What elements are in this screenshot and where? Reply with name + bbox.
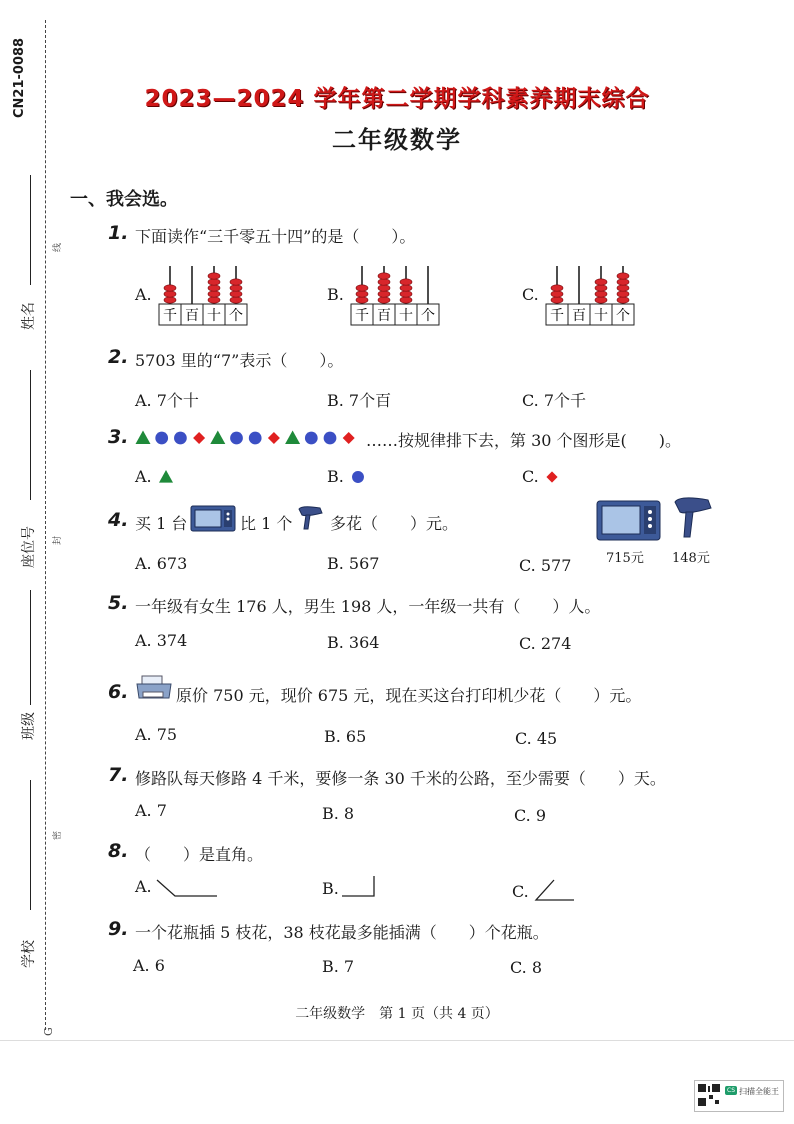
q8-option-b[interactable]: B. bbox=[322, 879, 339, 898]
scanner-badge: CS bbox=[727, 1087, 735, 1094]
q6-option-a[interactable]: A. 75 bbox=[135, 725, 178, 744]
abacus-bead bbox=[400, 297, 412, 303]
right-angle-icon bbox=[340, 874, 380, 900]
diamond-icon bbox=[543, 469, 561, 485]
q7-number: 7. bbox=[108, 764, 129, 786]
microwave-price: 715元 bbox=[606, 551, 644, 566]
hair-dryer-icon bbox=[296, 503, 326, 531]
q6-number: 6. bbox=[108, 681, 129, 703]
seat-blank[interactable] bbox=[30, 370, 31, 500]
q6-option-b[interactable]: B. 65 bbox=[324, 727, 367, 746]
class-blank[interactable] bbox=[30, 590, 31, 705]
school-blank[interactable] bbox=[30, 780, 31, 910]
abacus-bead bbox=[164, 285, 176, 291]
q4-number: 4. bbox=[108, 509, 129, 531]
q4-text-3: 多花（ ）元。 bbox=[330, 514, 459, 533]
place-value-label: 个 bbox=[616, 308, 630, 324]
q7-option-b[interactable]: B. 8 bbox=[322, 804, 355, 823]
abacus-bead bbox=[356, 297, 368, 303]
q6-option-c[interactable]: C. 45 bbox=[515, 729, 558, 748]
q2-text: 5703 里的“7”表示（ ）。 bbox=[135, 351, 344, 370]
triangle-icon bbox=[136, 431, 151, 445]
q5-text: 一年级有女生 176 人，男生 198 人，一年级一共有（ ）人。 bbox=[135, 597, 601, 616]
scanner-name: 扫描全能王 bbox=[739, 1087, 779, 1096]
circle-icon bbox=[249, 432, 262, 445]
abacus-drawing bbox=[545, 264, 637, 328]
q3-option-a[interactable]: A. bbox=[135, 467, 152, 486]
q7-option-c[interactable]: C. 9 bbox=[514, 806, 547, 825]
section-heading: 一、我会选。 bbox=[70, 189, 178, 210]
microwave-icon bbox=[190, 503, 236, 533]
paper-code: CN21-0088 bbox=[12, 37, 27, 118]
abacus-a bbox=[158, 264, 250, 332]
abacus-bead bbox=[617, 279, 629, 285]
abacus-c bbox=[545, 264, 637, 332]
place-value-label: 十 bbox=[399, 308, 413, 324]
triangle-icon bbox=[285, 431, 300, 445]
abacus-bead bbox=[595, 291, 607, 297]
q2-number: 2. bbox=[108, 346, 129, 368]
abacus-b bbox=[350, 264, 442, 332]
abacus-bead bbox=[378, 291, 390, 297]
circle-icon bbox=[230, 432, 243, 445]
qr-code-icon bbox=[697, 1083, 721, 1107]
abacus-bead bbox=[164, 297, 176, 303]
q8-number: 8. bbox=[108, 840, 129, 862]
abacus-bead bbox=[595, 285, 607, 291]
q7-option-a[interactable]: A. 7 bbox=[135, 801, 167, 820]
q3-option-b[interactable]: B. bbox=[327, 467, 344, 486]
circle-icon bbox=[324, 432, 337, 445]
printer-icon bbox=[134, 674, 174, 704]
q5-option-b[interactable]: B. 364 bbox=[327, 633, 380, 652]
q2-option-b[interactable]: B. 7个百 bbox=[327, 391, 392, 410]
obtuse-angle-icon bbox=[155, 876, 219, 900]
triangle-icon bbox=[210, 431, 225, 445]
cut-mark-line: 线 bbox=[53, 242, 63, 252]
abacus-bead bbox=[208, 297, 220, 303]
q9-text: 一个花瓶插 5 枝花，38 枝花最多能插满（ ）个花瓶。 bbox=[135, 923, 549, 942]
name-label: 姓名 bbox=[21, 302, 37, 330]
place-value-label: 十 bbox=[594, 308, 608, 324]
q1-option-b[interactable]: B. bbox=[327, 285, 344, 304]
diamond-icon bbox=[343, 432, 355, 444]
acute-angle-icon bbox=[532, 878, 576, 904]
diamond-icon bbox=[268, 432, 280, 444]
q8-option-a[interactable]: A. bbox=[135, 877, 152, 896]
abacus-bead bbox=[400, 279, 412, 285]
abacus-bead bbox=[208, 279, 220, 285]
abacus-bead bbox=[617, 273, 629, 279]
class-label: 班级 bbox=[21, 712, 37, 740]
q5-number: 5. bbox=[108, 592, 129, 614]
abacus-bead bbox=[356, 291, 368, 297]
q6-text: 原价 750 元，现价 675 元，现在买这台打印机少花（ ）元。 bbox=[176, 686, 642, 705]
q1-option-c[interactable]: C. bbox=[522, 285, 539, 304]
q4-option-a[interactable]: A. 673 bbox=[135, 554, 188, 573]
microwave-picture bbox=[596, 497, 662, 543]
q9-option-a[interactable]: A. 6 bbox=[133, 956, 165, 975]
abacus-bead bbox=[378, 279, 390, 285]
q8-text: （ ）是直角。 bbox=[135, 845, 264, 864]
diamond-icon bbox=[193, 432, 205, 444]
abacus-bead bbox=[617, 291, 629, 297]
abacus-bead bbox=[208, 291, 220, 297]
exam-title: 2023—2024 学年第二学期学科素养期末综合 bbox=[144, 86, 650, 112]
scanner-watermark bbox=[694, 1080, 784, 1112]
place-value-label: 十 bbox=[207, 308, 221, 324]
circle-icon bbox=[155, 432, 168, 445]
q5-option-c[interactable]: C. 274 bbox=[519, 634, 572, 653]
abacus-bead bbox=[617, 297, 629, 303]
place-value-label: 千 bbox=[355, 308, 369, 324]
q4-option-c[interactable]: C. 577 bbox=[519, 556, 572, 575]
page-separator bbox=[0, 1040, 794, 1041]
triangle-icon bbox=[157, 469, 175, 485]
abacus-bead bbox=[551, 297, 563, 303]
circle-icon bbox=[352, 471, 364, 483]
abacus-drawing bbox=[350, 264, 442, 328]
q8-option-c[interactable]: C. bbox=[512, 882, 529, 901]
q9-number: 9. bbox=[108, 918, 129, 940]
abacus-bead bbox=[230, 279, 242, 285]
q1-number: 1. bbox=[108, 222, 129, 244]
cut-line bbox=[45, 20, 46, 1030]
hair-dryer-picture bbox=[672, 493, 714, 539]
abacus-bead bbox=[230, 297, 242, 303]
place-value-label: 千 bbox=[163, 308, 177, 324]
place-value-label: 百 bbox=[185, 308, 199, 324]
abacus-bead bbox=[378, 285, 390, 291]
q1-text: 下面读作“三千零五十四”的是（ ）。 bbox=[135, 227, 416, 246]
q5-option-a[interactable]: A. 374 bbox=[135, 631, 188, 650]
abacus-bead bbox=[595, 297, 607, 303]
abacus-bead bbox=[356, 285, 368, 291]
school-label: 学校 bbox=[21, 940, 37, 968]
abacus-drawing bbox=[158, 264, 250, 328]
abacus-bead bbox=[551, 291, 563, 297]
cut-mark-bottom: G bbox=[42, 1027, 55, 1036]
q3-text: ……按规律排下去，第 30 个图形是( )。 bbox=[366, 431, 682, 450]
q3-option-c[interactable]: C. bbox=[522, 467, 539, 486]
cut-mark-close: 密 bbox=[53, 830, 63, 840]
abacus-bead bbox=[230, 285, 242, 291]
abacus-bead bbox=[378, 273, 390, 279]
q4-option-b[interactable]: B. 567 bbox=[327, 554, 380, 573]
abacus-bead bbox=[400, 285, 412, 291]
q3-number: 3. bbox=[108, 426, 129, 448]
abacus-bead bbox=[164, 291, 176, 297]
q1-option-a[interactable]: A. bbox=[135, 285, 152, 304]
abacus-bead bbox=[617, 285, 629, 291]
circle-icon bbox=[349, 469, 367, 485]
q4-text-2: 比 1 个 bbox=[240, 514, 293, 533]
abacus-bead bbox=[208, 273, 220, 279]
page-footer: 二年级数学 第 1 页（共 4 页） bbox=[295, 1006, 499, 1022]
q7-text: 修路队每天修路 4 千米，要修一条 30 千米的公路，至少需要（ ）天。 bbox=[135, 769, 666, 788]
q2-option-a[interactable]: A. 7个十 bbox=[135, 391, 199, 410]
hair-dryer-price: 148元 bbox=[672, 551, 710, 566]
abacus-bead bbox=[230, 291, 242, 297]
q2-option-c[interactable]: C. 7个千 bbox=[522, 391, 587, 410]
place-value-label: 个 bbox=[421, 308, 435, 324]
place-value-label: 千 bbox=[550, 308, 564, 324]
shape-pattern bbox=[134, 429, 364, 447]
seat-label: 座位号 bbox=[21, 526, 37, 568]
abacus-bead bbox=[551, 285, 563, 291]
circle-icon bbox=[305, 432, 318, 445]
abacus-bead bbox=[595, 279, 607, 285]
place-value-label: 百 bbox=[572, 308, 586, 324]
place-value-label: 个 bbox=[229, 308, 243, 324]
circle-icon bbox=[174, 432, 187, 445]
abacus-bead bbox=[208, 285, 220, 291]
place-value-label: 百 bbox=[377, 308, 391, 324]
diamond-icon bbox=[546, 471, 557, 482]
cut-mark-seal: 封 bbox=[53, 535, 63, 545]
q9-option-b[interactable]: B. 7 bbox=[322, 957, 355, 976]
triangle-icon bbox=[159, 470, 173, 483]
abacus-bead bbox=[400, 291, 412, 297]
exam-subtitle: 二年级数学 bbox=[332, 126, 462, 154]
abacus-bead bbox=[378, 297, 390, 303]
q4-text-1: 买 1 台 bbox=[135, 514, 188, 533]
name-blank[interactable] bbox=[30, 175, 31, 285]
q9-option-c[interactable]: C. 8 bbox=[510, 958, 543, 977]
